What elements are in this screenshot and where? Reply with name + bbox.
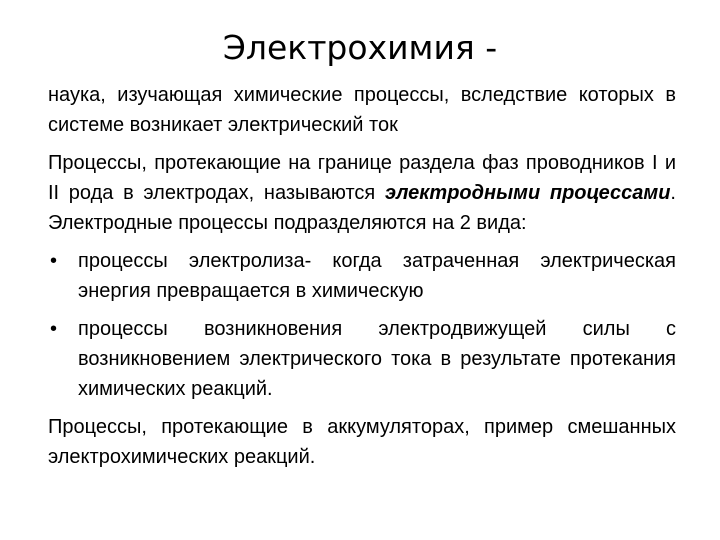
process-types-list: [48, 246, 676, 404]
definition-paragraph: наука, изучающая химические процессы, вследствие которых в системе возникает электрический ток: [48, 84, 676, 136]
batteries-paragraph: Процессы, протекающие в аккумуляторах, пример смешанных электрохимических реакций.: [48, 416, 676, 468]
slide-title: Электрохимия -: [222, 28, 498, 67]
list-item-text: процессы электролиза- когда затраченная электрическая энергия превращается в химическую: [78, 250, 676, 302]
list-item-emf: [48, 314, 676, 404]
slide-body: [48, 80, 676, 480]
bullet-icon: •: [50, 318, 58, 340]
electrode-processes-intro: Процессы, протекающие на границе раздела фаз проводников I и II рода в электродах, называются: [48, 152, 676, 204]
list-item-electrolysis: [48, 246, 676, 306]
electrode-processes-paragraph: [48, 148, 676, 238]
electrode-processes-term: электродными процессами: [384, 182, 671, 204]
bullet-icon: •: [50, 250, 58, 272]
list-item-text: процессы возникновения электродвижущей силы с возникновением электрического тока в результате протекания химических реакций.: [78, 318, 676, 400]
electrode-processes-after: . Электродные процессы подразделяются на 2 вида:: [48, 182, 676, 234]
